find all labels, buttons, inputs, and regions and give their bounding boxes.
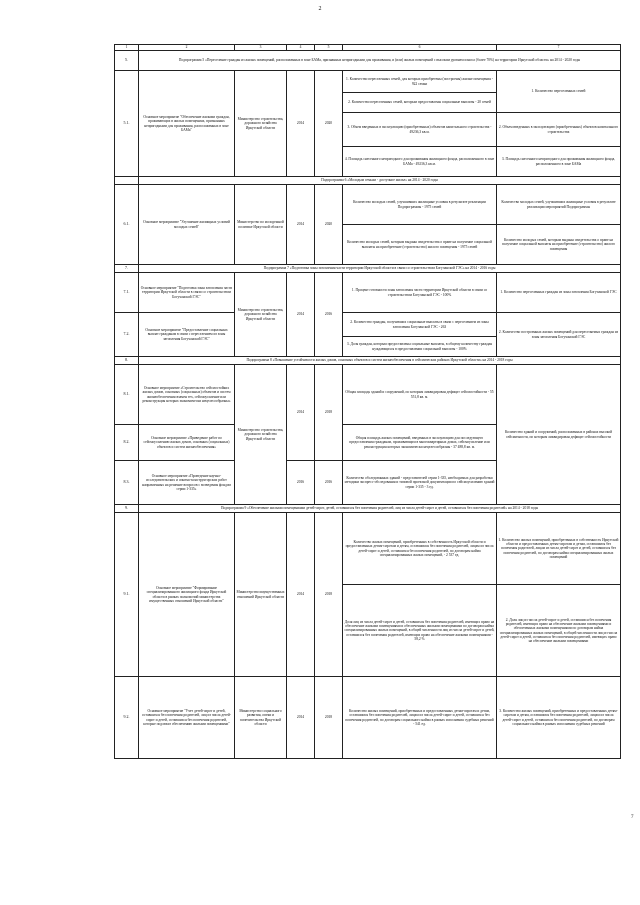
event-name: Основное мероприятие «Строительство сейсмостойких жилых домов, основных (социальных) объектов и систем жизнеобеспечения взамен тех, сейсмоусиление или реконструкция которых экономически нецелесообразны» (139, 365, 235, 425)
result: 3. Количество жилых помещений, приобретенных и предоставленных детям-сиротам и детям, оставшимся без попечения родителей, лицам из числа детей-сирот и детей, оставшихся без попечения родителей, по договорам социального найма в рамках исполнения судебных решений (497, 677, 621, 759)
table-row (115, 677, 621, 759)
start-year: 2014 (287, 365, 315, 461)
end-year: 2018 (315, 513, 343, 677)
indicator: Количество обследованных зданий - представителей серии 1-335, необходимых для разработки методики экспресс-обследования и типовой проектной документации по сейсмоусилению зданий серии 1-335 - 3 ед. (343, 461, 497, 505)
row-number: 8.1. (115, 365, 139, 425)
section-number: 5. (115, 51, 139, 71)
indicator: 1. Процент готовности зоны затопления части территории Иркутской области в связи со строительством Богучанской ГЭС - 100% (343, 273, 497, 313)
section-row (115, 51, 621, 71)
result: 1. Количество жилых помещений, приобретенных в собственность Иркутской области и предоставленных детям-сиротам и детям, оставшимся без попечения родителей, лицам из числа детей-сирот и детей, оставшихся без попечения родителей, по договорам найма специализированных жилых помещений (497, 513, 621, 585)
table-row (115, 313, 621, 337)
result: 1. Количество переселенных граждан из зоны затопления Богучанской ГЭС (497, 273, 621, 313)
executor: Министерство строительства, дорожного хозяйства Иркутской области (235, 365, 287, 505)
table-row (115, 365, 621, 425)
row-number: 5.1. (115, 71, 139, 177)
section-row (115, 265, 621, 273)
section-row (115, 357, 621, 365)
program-table (114, 44, 621, 759)
indicator: Общая площадь жилых помещений, введенных в эксплуатацию для последующего предоставления гражданам, проживающим в многоквартирных домах, сейсмоусиление или реконструкция которых экономически нецелесообразны - 37 488,8 кв. м. (343, 425, 497, 461)
header-cell: 4 (287, 45, 315, 51)
end-year: 2020 (315, 185, 343, 265)
section-row (115, 505, 621, 513)
indicator: Количество молодых семей, которым выданы свидетельства о праве на получение социальной выплаты на приобретение (строительство) жилого помещения - 1975 семей (343, 225, 497, 265)
header-cell: 7 (497, 45, 621, 51)
section-title: Подпрограмма 8 «Повышение устойчивости жилых домов, основных объектов и систем жизнеобеспечения в сейсмических районах Иркутской области» на 2014 - 2018 годы (139, 357, 621, 365)
end-year: 2018 (315, 365, 343, 461)
row-number: 8.3. (115, 461, 139, 505)
row-number: 7.2. (115, 313, 139, 357)
event-name: Основное мероприятие "Формирование специализированного жилищного фонда Иркутской области в рамках полномочий министерства имущественных отношений Иркутской области" (139, 513, 235, 677)
result: Количество молодых семей, которым выданы свидетельства о праве на получение социальной выплаты на приобретение (строительство) жилого помещения (497, 225, 621, 265)
section-row (115, 177, 621, 185)
start-year: 2014 (287, 513, 315, 677)
result: Количество молодых семей, улучшивших жилищные условия в результате реализации мероприятий Подпрограммы (497, 185, 621, 225)
header-cell: 3 (235, 45, 287, 51)
margin-mark: 7 (631, 815, 634, 820)
indicator: 2. Количество переселенных семей, которым предоставлены социальные выплаты - 20 семей (343, 93, 497, 113)
table-row (115, 513, 621, 585)
section-number: 7. (115, 265, 139, 273)
event-name: Основное мероприятие «Приведение работ по сейсмоусилению жилых домов, основных (социальных) объектов и систем жизнеобеспечения» (139, 425, 235, 461)
indicator: Общая площадь зданий и сооружений, по которым ликвидирован дефицит сейсмостойкости - 55 551,8 кв. м. (343, 365, 497, 425)
start-year: 2016 (287, 461, 315, 505)
indicator: Количество жилых помещений, приобретенных и предоставленных детям-сиротам и детям, оставшимся без попечения родителей, лицам из числа детей-сирот и детей, оставшихся без попечения родителей, по договорам социального найма в рамках исполнения судебных решений - 541 ед. (343, 677, 497, 759)
section-title: Подпрограмма 9 «Обеспечение жилыми помещениями детей-сирот, детей, оставшихся без попечения родителей, лиц из числа детей-сирот и детей, оставшихся без попечения родителей» на 2014 - 2018 годы (139, 505, 621, 513)
start-year: 2014 (287, 677, 315, 759)
executor: Министерство социального развития, опеки и попечительства Иркутской области (235, 677, 287, 759)
page-number: 2 (318, 6, 322, 12)
row-number: 6.1. (115, 185, 139, 265)
start-year: 2014 (287, 273, 315, 357)
end-year: 2020 (315, 71, 343, 177)
indicator: Количество жилых помещений, приобретенных в собственность Иркутской области и предоставленных детям-сиротам и детям, оставшимся без попечения родителей, лицам из числа детей-сирот и детей, оставшихся без попечения родителей, по договорам найма специализированных жилых помещений, - 2 537 ед. (343, 513, 497, 585)
indicator: 4. Площадь снесенного непригодного для проживания жилищного фонда, расположенного в зоне БАМа - 49236,3 кв.м. (343, 147, 497, 177)
executor: Министерство имущественных отношений Иркутской области (235, 513, 287, 677)
row-number: 9.2. (115, 677, 139, 759)
table-row (115, 273, 621, 313)
row-number: 7.1. (115, 273, 139, 313)
event-name: Основное мероприятие "Предоставление социальных выплат гражданам в связи с переселением из зоны затопления Богучанской ГЭС" (139, 313, 235, 357)
result: 1. Количество переселенных семей (497, 71, 621, 113)
section-number: 9. (115, 505, 139, 513)
header-cell: 5 (315, 45, 343, 51)
event-name: Основное мероприятие "Улучшение жилищных условий молодых семей" (139, 185, 235, 265)
start-year: 2014 (287, 71, 315, 177)
section-title: Подпрограмма 7 «Подготовка зоны затопления части территории Иркутской области в связи со строительством Богучанской ГЭС» на 2014 - 2016 годы (139, 265, 621, 273)
end-year: 2016 (315, 273, 343, 357)
section-number: 8. (115, 357, 139, 365)
result: 2. Доля лиц из числа детей-сирот и детей, оставшихся без попечения родителей, имеющих право на обеспечение жилыми помещениями и обеспеченных жилыми помещениями по договорам найма специализированных жилых помещений, в общей численности лиц из числа детей-сирот и детей, оставшихся без попечения родителей, имеющих право на обеспечение жилыми помещениями (497, 585, 621, 677)
executor: Министерство строительства, дорожного хозяйства Иркутской области (235, 273, 287, 357)
header-cell: 6 (343, 45, 497, 51)
header-cell: 2 (139, 45, 235, 51)
result: 3. Площадь снесенного непригодного для проживания жилищного фонда, расположенного в зоне БАМа (497, 147, 621, 177)
event-name: Основное мероприятие "Подготовка зоны затопления части территории Иркутской области в связи со строительством Богучанской ГЭС" (139, 273, 235, 313)
result: 2. Объем введенных в эксплуатацию (приобретенных) объектов капитального строительства (497, 113, 621, 147)
section-number (115, 177, 139, 185)
event-name: Основное мероприятие «Проведение научно-исследовательских и опытно-конструкторских работ направленных на решение вопросов с возведения фондом серии 1-335» (139, 461, 235, 505)
indicator: 3. Объем введенных в эксплуатацию (приобретенных) объектов капитального строительства - 49236,3 кв.м. (343, 113, 497, 147)
table-row (115, 71, 621, 93)
result: 2. Количество построенных жилых помещений для переселяемых граждан из зоны затопления Богучанской ГЭС (497, 313, 621, 357)
end-year: 2018 (315, 677, 343, 759)
result: Количество зданий и сооружений, расположенных в районах высокой сейсмичности, по которым ликвидирован дефицит сейсмостойкости (497, 365, 621, 505)
indicator: 3. Доля граждан, которым предоставлены социальные выплаты, в общему количеству граждан нуждающихся в предоставлении социальной выплаты - 100% (343, 337, 497, 357)
section-title: Подпрограмма 5 «Переселение граждан из жилых помещений, расположенных в зоне БАМа, признанных непригодными для проживания, и (или) жилых помещений с высоким уровнем износа (более 70%) на территории Иркутской области» на 2014 - 2020 годы (139, 51, 621, 71)
event-name: Основное мероприятие "Учет детей-сирот и детей, оставшихся без попечения родителей, лиц из числа детей-сирот и детей, оставшихся без попечения родителей, которые подлежат обеспечению жилыми помещениями" (139, 677, 235, 759)
event-name: Основное мероприятие "Обеспечение жилыми граждан, проживающих в жилых помещениях, признанных непригодными для проживания, расположенных в зоне БАМа" (139, 71, 235, 177)
header-cell: 1 (115, 45, 139, 51)
executor: Министерство по молодежной политике Иркутской области (235, 185, 287, 265)
indicator: Доля лиц из числа детей-сирот и детей, оставшихся без попечения родителей, имеющих право на обеспечение жилыми помещениями и обеспеченных жилыми помещениями по договорам найма специализированных жилых помещений, в общей численности лиц из числа детей-сирот и детей, оставшихся без попечения родителей, имеющих право на обеспечение жилыми помещениями - 58,2 % (343, 585, 497, 677)
end-year: 2016 (315, 461, 343, 505)
table-row (115, 185, 621, 225)
indicator: 1. Количество переселенных семей, для которых приобретены (построены) жилые помещения - 922 семьи (343, 71, 497, 93)
section-title: Подпрограмма 6 «Молодым семьям - доступное жилье» на 2014 - 2020 годы (139, 177, 621, 185)
row-number: 8.2. (115, 425, 139, 461)
indicator: 2. Количество граждан, получивших социальные выплаты в связи с переселением из зоны затопления Богучанской ГЭС - 263 (343, 313, 497, 337)
start-year: 2014 (287, 185, 315, 265)
indicator: Количество молодых семей, улучшивших жилищные условия в результате реализации Подпрограммы - 1975 семей (343, 185, 497, 225)
executor: Министерство строительства, дорожного хозяйства Иркутской области (235, 71, 287, 177)
row-number: 9.1. (115, 513, 139, 677)
